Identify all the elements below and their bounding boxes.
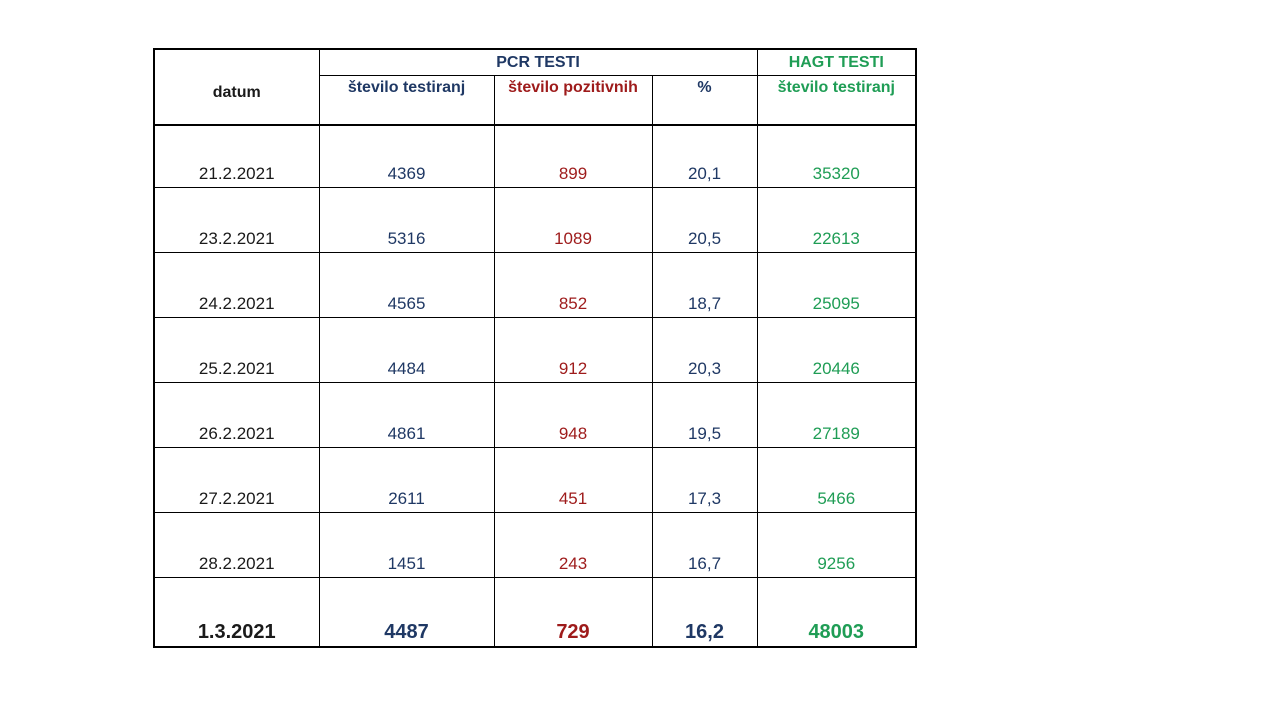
percent-cell: 20,1	[652, 125, 757, 188]
percent-header: %	[652, 76, 757, 126]
percent-cell: 16,7	[652, 513, 757, 578]
date-cell: 21.2.2021	[154, 125, 319, 188]
percent-cell: 17,3	[652, 448, 757, 513]
hagt-tests-header: število testiranj	[757, 76, 916, 126]
testing-table	[153, 48, 917, 648]
pcr-tests-cell: 4565	[319, 253, 494, 318]
pcr-positive-cell: 948	[494, 383, 652, 448]
total-pcr-tests-cell: 4487	[319, 578, 494, 648]
hagt-tests-cell: 35320	[757, 125, 916, 188]
pcr-title: PCR TESTI	[319, 49, 757, 76]
percent-cell: 20,3	[652, 318, 757, 383]
total-date-cell: 1.3.2021	[154, 578, 319, 648]
table-row	[154, 448, 916, 513]
date-cell: 23.2.2021	[154, 188, 319, 253]
date-cell: 25.2.2021	[154, 318, 319, 383]
pcr-positive-header: število pozitivnih	[494, 76, 652, 126]
percent-cell: 20,5	[652, 188, 757, 253]
total-hagt-tests-cell: 48003	[757, 578, 916, 648]
hagt-tests-cell: 22613	[757, 188, 916, 253]
total-pcr-positive-cell: 729	[494, 578, 652, 648]
pcr-tests-cell: 5316	[319, 188, 494, 253]
pcr-positive-cell: 852	[494, 253, 652, 318]
pcr-positive-cell: 451	[494, 448, 652, 513]
pcr-tests-cell: 4861	[319, 383, 494, 448]
hagt-title: HAGT TESTI	[757, 49, 916, 76]
table-row	[154, 253, 916, 318]
pcr-positive-cell: 1089	[494, 188, 652, 253]
table-row	[154, 188, 916, 253]
pcr-positive-cell: 243	[494, 513, 652, 578]
table-row	[154, 513, 916, 578]
total-row	[154, 578, 916, 648]
pcr-tests-cell: 4369	[319, 125, 494, 188]
datum-header: datum	[154, 49, 319, 125]
hagt-tests-cell: 9256	[757, 513, 916, 578]
pcr-positive-cell: 912	[494, 318, 652, 383]
pcr-tests-cell: 2611	[319, 448, 494, 513]
date-cell: 24.2.2021	[154, 253, 319, 318]
percent-cell: 19,5	[652, 383, 757, 448]
date-cell: 27.2.2021	[154, 448, 319, 513]
pcr-positive-cell: 899	[494, 125, 652, 188]
table-row	[154, 383, 916, 448]
pcr-tests-cell: 4484	[319, 318, 494, 383]
table-row	[154, 125, 916, 188]
date-cell: 28.2.2021	[154, 513, 319, 578]
hagt-tests-cell: 27189	[757, 383, 916, 448]
pcr-tests-header: število testiranj	[319, 76, 494, 126]
table-row	[154, 318, 916, 383]
percent-cell: 18,7	[652, 253, 757, 318]
pcr-tests-cell: 1451	[319, 513, 494, 578]
hagt-tests-cell: 20446	[757, 318, 916, 383]
total-percent-cell: 16,2	[652, 578, 757, 648]
header-row-top	[154, 49, 916, 76]
date-cell: 26.2.2021	[154, 383, 319, 448]
hagt-tests-cell: 5466	[757, 448, 916, 513]
hagt-tests-cell: 25095	[757, 253, 916, 318]
